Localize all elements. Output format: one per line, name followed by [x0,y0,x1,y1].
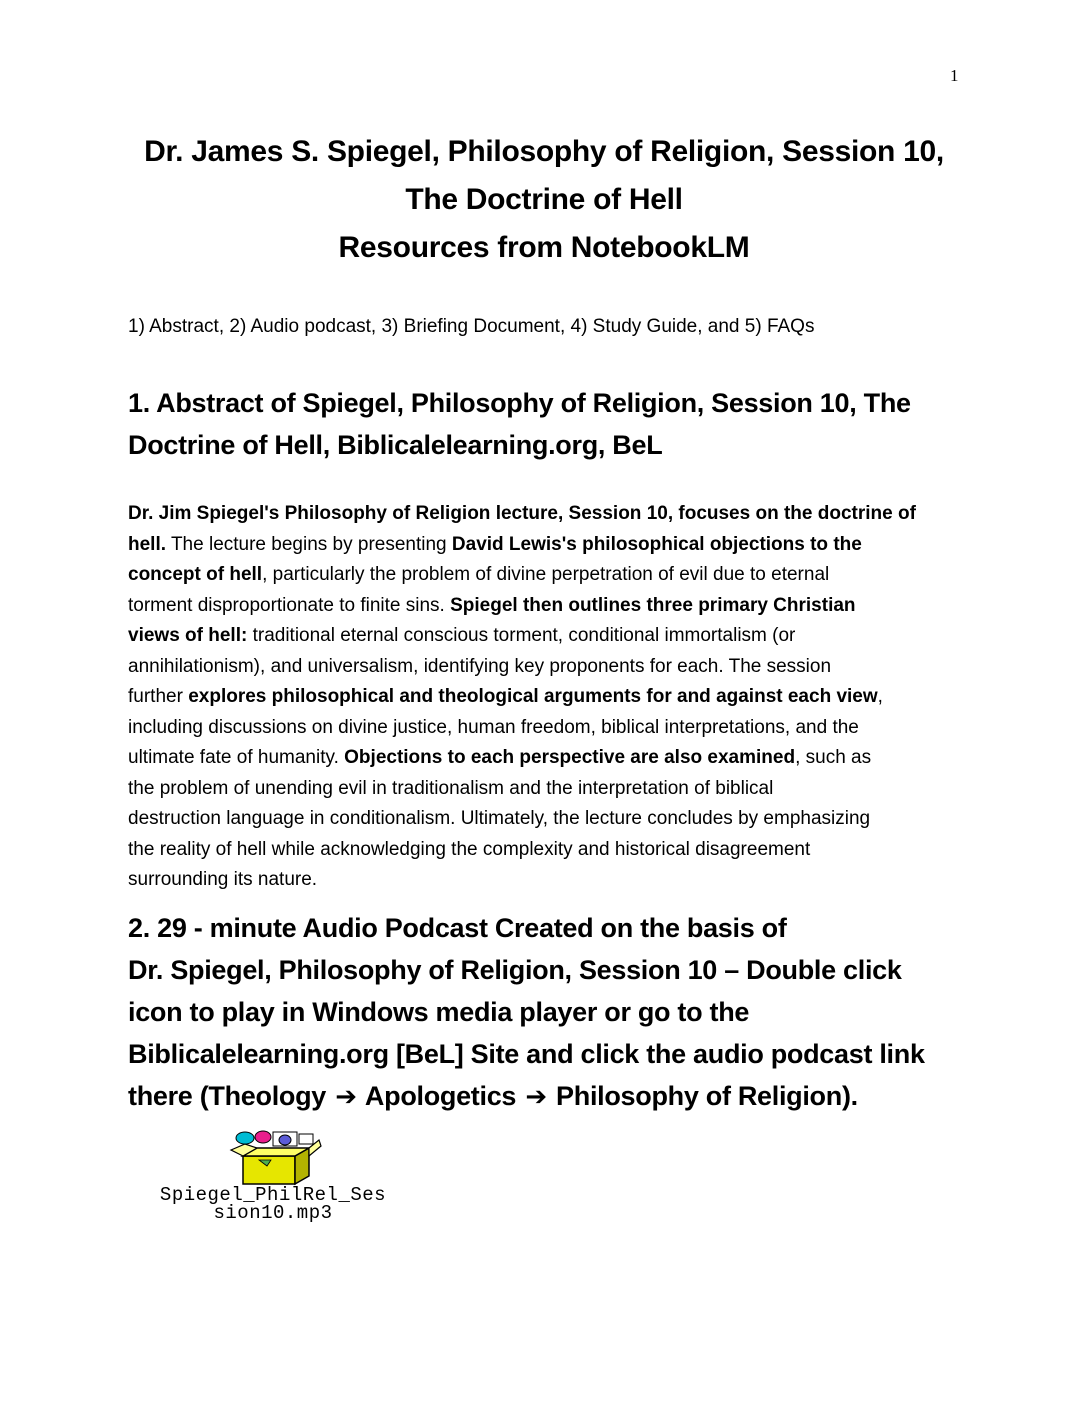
section-2-heading [128,907,968,1117]
abstract-bold: explores philosophical and theological arguments for and against each view [188,686,878,707]
attachment-filename-line-1[interactable]: Spiegel_PhilRel_Ses [159,1184,387,1206]
abstract-text: destruction language in conditionalism. Ultimately, the lecture concludes by emphasizing [128,808,871,829]
abstract-text: the reality of hell while acknowledging the complexity and historical disagreement [128,838,811,860]
abstract-text: torment disproportionate to finite sins. [128,594,451,616]
section-1-heading-line-1: 1. Abstract of Spiegel, Philosophy of Religion, Session 10, The [128,388,911,418]
package-icon[interactable] [223,1130,323,1186]
abstract-paragraph [128,499,968,896]
abstract-text: , such as [795,747,872,768]
apologetics-link-text: Apologetics [364,1081,517,1111]
right-arrow-icon: ➔ [335,1081,357,1111]
section-2-heading-line-3: icon to play in Windows media player or go to the [128,997,750,1027]
abstract-text: traditional eternal conscious torment, conditional immortalism (or [247,625,796,646]
resource-list: 1) Abstract, 2) Audio podcast, 3) Briefing Document, 4) Study Guide, and 5) FAQs [128,316,815,337]
abstract-text: , particularly the problem of divine perpetration of evil due to eternal [262,564,830,585]
title-line-2: The Doctrine of Hell [405,183,683,216]
abstract-bold: views of hell: [128,625,248,646]
section-2-heading-line-5 [128,1075,968,1117]
document-title [100,128,988,272]
title-line-1: Dr. James S. Spiegel, Philosophy of Religion, Session 10, [144,135,944,168]
section-1-heading [128,382,968,466]
page-number: 1 [950,66,959,85]
abstract-bold: David Lewis's philosophical objections to the [451,533,862,555]
philosophy-of-religion-link-text: Philosophy of Religion). [556,1081,858,1111]
right-arrow-icon: ➔ [525,1081,547,1111]
abstract-text: The lecture begins by presenting [166,533,452,555]
abstract-text: further [128,686,189,707]
abstract-bold: Dr. Jim Spiegel's Philosophy of Religion lecture, Session 10, focuses on the doctrine of [128,503,916,524]
abstract-text: annihilationism), and universalism, identifying key proponents for each. The session [128,655,832,677]
abstract-text: the problem of unending evil in traditionalism and the interpretation of biblical [128,777,774,799]
title-line-3: Resources from NotebookLM [338,231,750,264]
section-2-heading-line-2: Dr. Spiegel, Philosophy of Religion, Session 10 – Double click [128,955,902,985]
audio-attachment[interactable] [128,1130,418,1222]
abstract-bold: concept of hell [128,564,263,585]
attachment-filename-line-2[interactable]: sion10.mp3 [213,1202,333,1224]
section-2-heading-line-4: Biblicalelearning.org [BeL] Site and click the audio podcast link [128,1039,925,1069]
abstract-text: ultimate fate of humanity. [128,747,345,768]
abstract-text: including discussions on divine justice, human freedom, biblical interpretations, and the [128,716,859,738]
abstract-text: , [877,686,883,707]
theology-link-text: there (Theology [128,1081,327,1111]
abstract-bold: Spiegel then outlines three primary Christian [450,594,856,616]
abstract-text: surrounding its nature. [128,869,318,890]
section-2-heading-line-1: 2. 29 - minute Audio Podcast Created on the basis of [128,913,787,943]
abstract-bold: hell. [128,533,167,555]
abstract-bold: Objections to each perspective are also examined [344,747,796,768]
section-1-heading-line-2: Doctrine of Hell, Biblicalelearning.org, BeL [128,430,663,460]
